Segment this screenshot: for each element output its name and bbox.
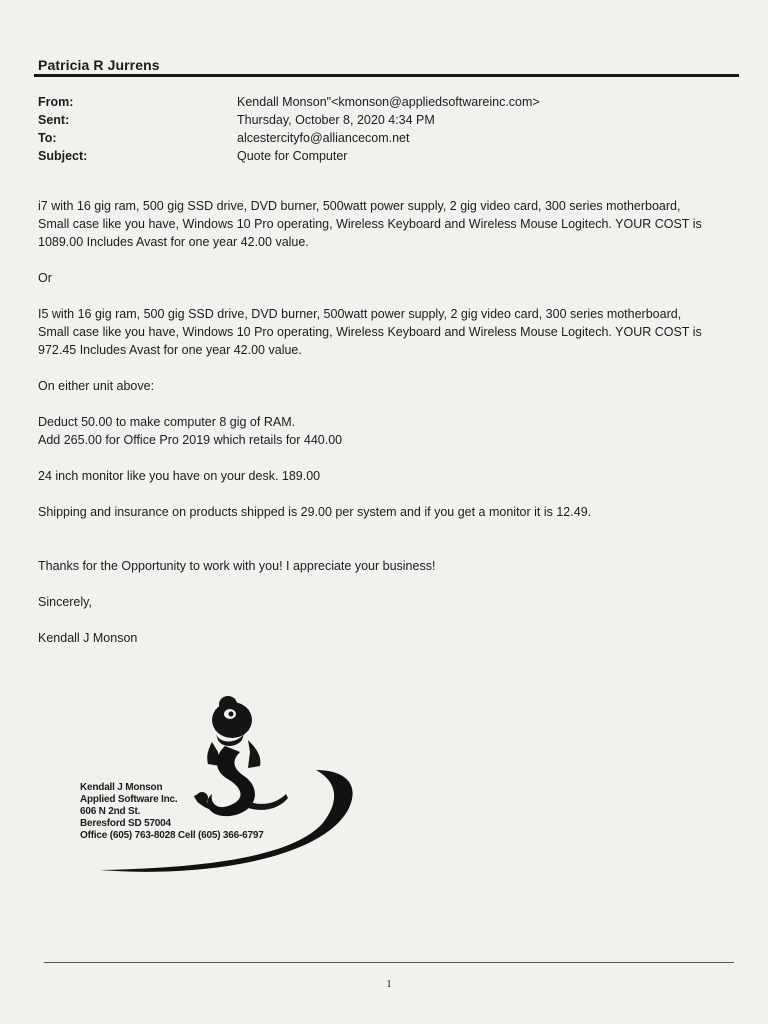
or-text: Or xyxy=(38,271,52,285)
quote-i5-line-3: 972.45 Includes Avast for one year 42.00 value. xyxy=(38,343,302,357)
to-row xyxy=(38,129,540,147)
sent-value: Thursday, October 8, 2020 4:34 PM xyxy=(237,113,435,127)
quote-i7-line-1: i7 with 16 gig ram, 500 gig SSD drive, DVD burner, 500watt power supply, 2 gig video card, 300 series motherboard, xyxy=(38,199,681,213)
quote-i7-line-3: 1089.00 Includes Avast for one year 42.00 value. xyxy=(38,235,309,249)
mailbox-owner-name: Patricia R Jurrens xyxy=(38,57,160,73)
sincerely-text: Sincerely, xyxy=(38,595,92,609)
signature-text xyxy=(80,782,264,842)
signature-name: Kendall J Monson xyxy=(80,782,163,793)
either-unit-text: On either unit above: xyxy=(38,379,155,393)
to-label: To: xyxy=(38,131,57,145)
signature-phones: Office (605) 763-8028 Cell (605) 366-6797 xyxy=(80,830,264,841)
signature-block xyxy=(80,690,380,880)
from-value: Kendall Monson"<kmonson@appliedsoftwareinc.com> xyxy=(237,95,540,109)
signature-company: Applied Software Inc. xyxy=(80,794,178,805)
add-office-text: Add 265.00 for Office Pro 2019 which retails for 440.00 xyxy=(38,433,343,447)
sent-label: Sent: xyxy=(38,113,70,127)
signature-street: 606 N 2nd St. xyxy=(80,806,141,817)
subject-label: Subject: xyxy=(38,149,88,163)
shipping-text: Shipping and insurance on products shipped is 29.00 per system and if you get a monitor it is 12.49. xyxy=(38,505,592,519)
quote-i5-line-1: I5 with 16 gig ram, 500 gig SSD drive, DVD burner, 500watt power supply, 2 gig video card, 300 series motherboard, xyxy=(38,307,682,321)
signature-city: Beresford SD 57004 xyxy=(80,818,171,829)
subject-value: Quote for Computer xyxy=(237,149,348,163)
page-number: 1 xyxy=(386,978,392,990)
subject-row xyxy=(38,147,540,165)
sender-name: Kendall J Monson xyxy=(38,631,138,645)
from-label: From: xyxy=(38,95,74,109)
from-row xyxy=(38,93,540,111)
email-header xyxy=(38,93,540,165)
sent-row xyxy=(38,111,540,129)
footer-rule xyxy=(44,962,734,963)
quote-i7-line-2: Small case like you have, Windows 10 Pro operating, Wireless Keyboard and Wireless Mouse Logitech. YOUR COST is xyxy=(38,217,702,231)
monitor-text: 24 inch monitor like you have on your desk. 189.00 xyxy=(38,469,321,483)
email-body xyxy=(38,197,728,647)
to-value: alcestercityfo@alliancecom.net xyxy=(237,131,410,145)
thanks-text: Thanks for the Opportunity to work with you! I appreciate your business! xyxy=(38,559,436,573)
deduct-ram-text: Deduct 50.00 to make computer 8 gig of RAM. xyxy=(38,415,296,429)
quote-i5-line-2: Small case like you have, Windows 10 Pro operating, Wireless Keyboard and Wireless Mouse Logitech. YOUR COST is xyxy=(38,325,702,339)
header-rule xyxy=(34,74,739,77)
